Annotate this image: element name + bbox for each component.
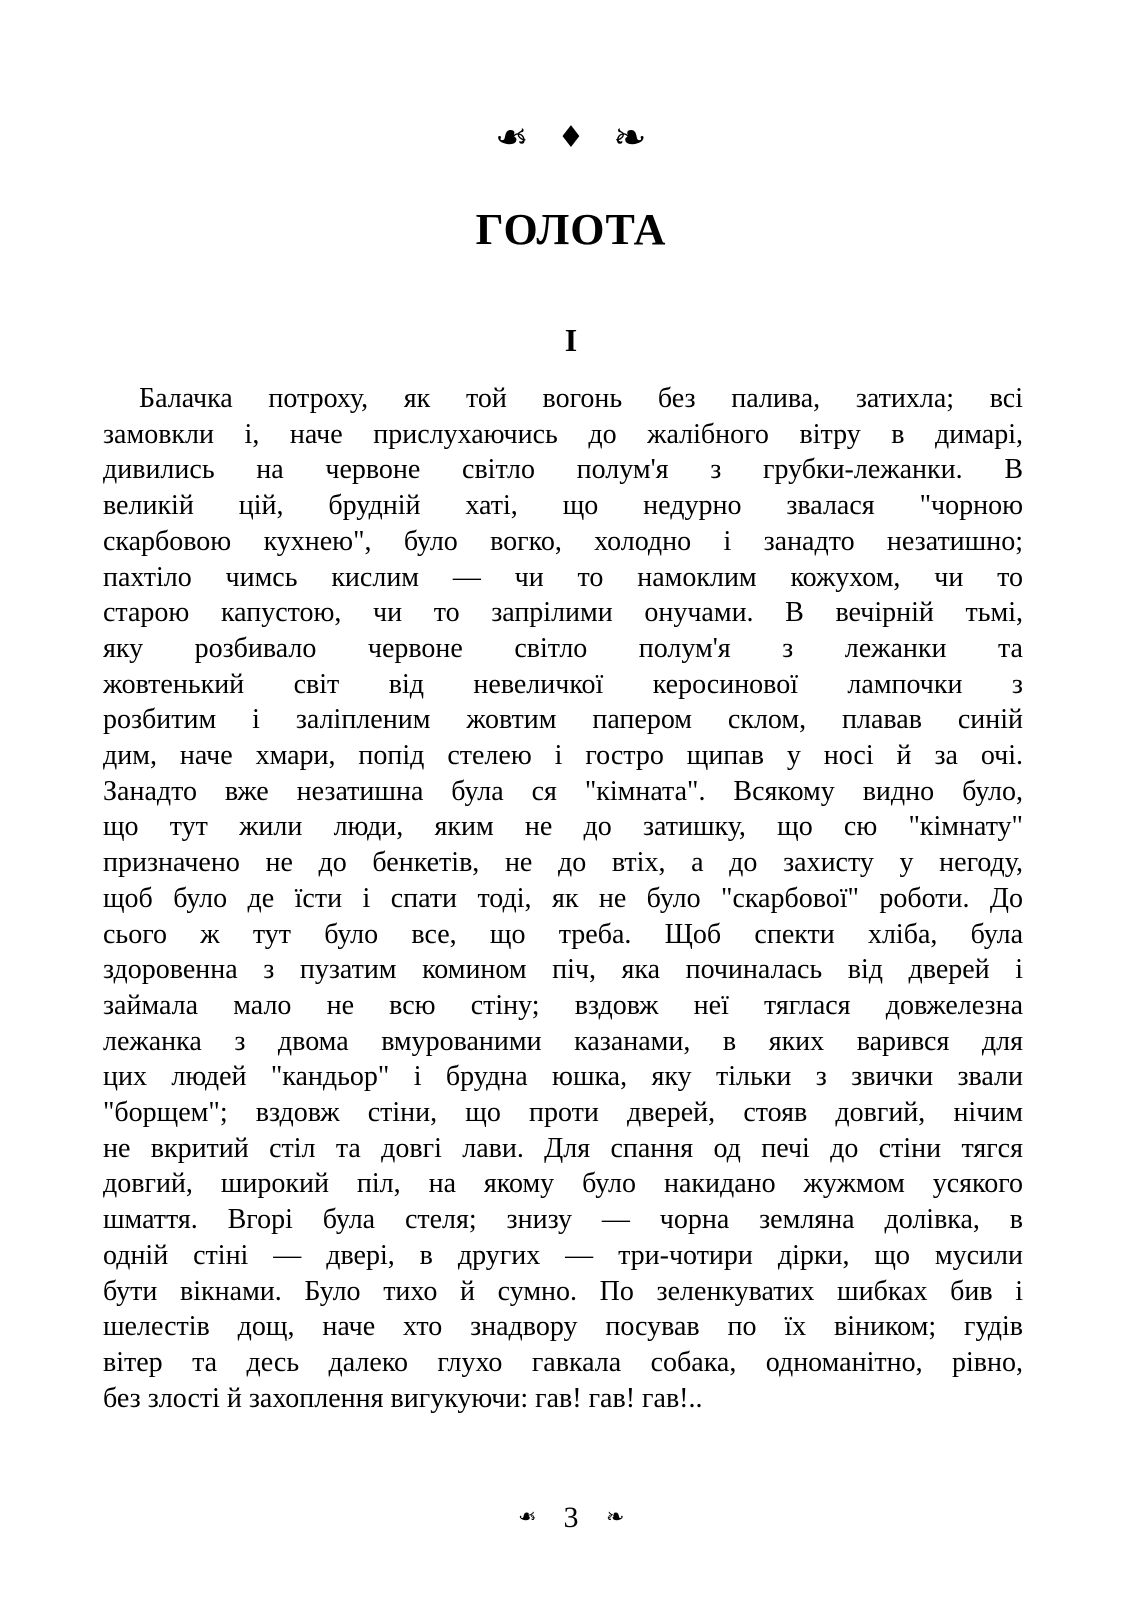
text-line: сього ж тут було все, що треба. Щоб спекти хліба, була	[103, 918, 1023, 950]
body-paragraph	[103, 381, 1023, 1416]
text-line: замовкли і, наче прислухаючись до жалібного вітру в димарі,	[103, 418, 1023, 450]
text-line: дивились на червоне світло полум'я з грубки-лежанки. В	[103, 454, 1023, 486]
chapter-numeral: I	[564, 322, 578, 358]
text-line: великій цій, брудній хаті, що недурно звалася "чорною	[103, 490, 1023, 522]
text-line: Балачка потроху, як той вогонь без палива, затихла; всі	[139, 383, 1023, 414]
text-line: цих людей "кандьор" і брудна юшка, яку тільки з звички звали	[103, 1061, 1023, 1093]
text-line: щоб було де їсти і спати тоді, як не було "скарбової" роботи. До	[103, 882, 1023, 914]
text-line: без злості й захоплення вигукуючи: гав! гав! гав!..	[103, 1382, 703, 1414]
fleuron-right-icon: ❧	[613, 115, 647, 161]
text-line: жовтенький світ від невеличкої керосинової лампочки з	[103, 668, 1023, 700]
fleuron-left-icon: ❧	[495, 115, 529, 161]
text-line: яку розбивало червоне світло полум'я з лежанки та	[103, 632, 1023, 664]
text-line: "борщем"; вздовж стіни, що проти дверей, стояв довгий, нічим	[103, 1097, 1023, 1129]
page-number: 3	[563, 1501, 579, 1534]
page-footer	[0, 1503, 1142, 1533]
text-line: старою капустою, чи то запрілими онучами. В вечірній тьмі,	[103, 597, 1023, 629]
diamond-icon: ♦	[557, 120, 585, 155]
fleuron-left-icon: ❧	[517, 1505, 536, 1530]
text-line: шелестів дощ, наче хто знадвору посував по їх віником; гудів	[103, 1311, 1023, 1343]
text-line: призначено не до бенкетів, не до втіх, а до захисту у негоду,	[103, 847, 1023, 879]
text-line: одній стіні — двері, в других — три-чотири дірки, що мусили	[103, 1239, 1023, 1271]
text-line: лежанка з двома вмурованими казанами, в яких варився для	[103, 1025, 1023, 1057]
text-line: займала мало не всю стіну; вздовж неї тяглася довжелезна	[103, 989, 1023, 1021]
text-line: дим, наче хмари, попід стелею і гостро щипав у носі й за очі.	[103, 740, 1023, 772]
text-line: вітер та десь далеко глухо гавкала собака, одноманітно, рівно,	[103, 1346, 1023, 1378]
text-line: довгий, широкий піл, на якому було накидано жужмом усякого	[103, 1168, 1023, 1200]
text-line: шмаття. Вгорі була стеля; знизу — чорна земляна долівка, в	[103, 1204, 1023, 1236]
story-title: ГОЛОТА	[475, 205, 667, 254]
text-line: пахтіло чимсь кислим — чи то намоклим кожухом, чи то	[103, 561, 1023, 593]
fleuron-right-icon: ❧	[606, 1505, 625, 1530]
text-line: розбитим і заліпленим жовтим папером склом, плавав синій	[103, 704, 1023, 736]
text-line: не вкритий стіл та довгі лави. Для спання од печі до стіни тягся	[103, 1132, 1023, 1164]
text-line: здоровенна з пузатим комином піч, яка починалась від дверей і	[103, 954, 1023, 986]
text-line: скарбовою кухнею", було вогко, холодно і занадто незатишно;	[103, 525, 1023, 557]
text-line: бути вікнами. Було тихо й сумно. По зеленкуватих шибках бив і	[103, 1275, 1023, 1307]
text-line: що тут жили люди, яким не до затишку, що сю "кімнату"	[103, 811, 1023, 843]
top-ornament	[0, 115, 1142, 161]
text-line: Занадто вже незатишна була ся "кімната". Всякому видно було,	[103, 775, 1023, 807]
